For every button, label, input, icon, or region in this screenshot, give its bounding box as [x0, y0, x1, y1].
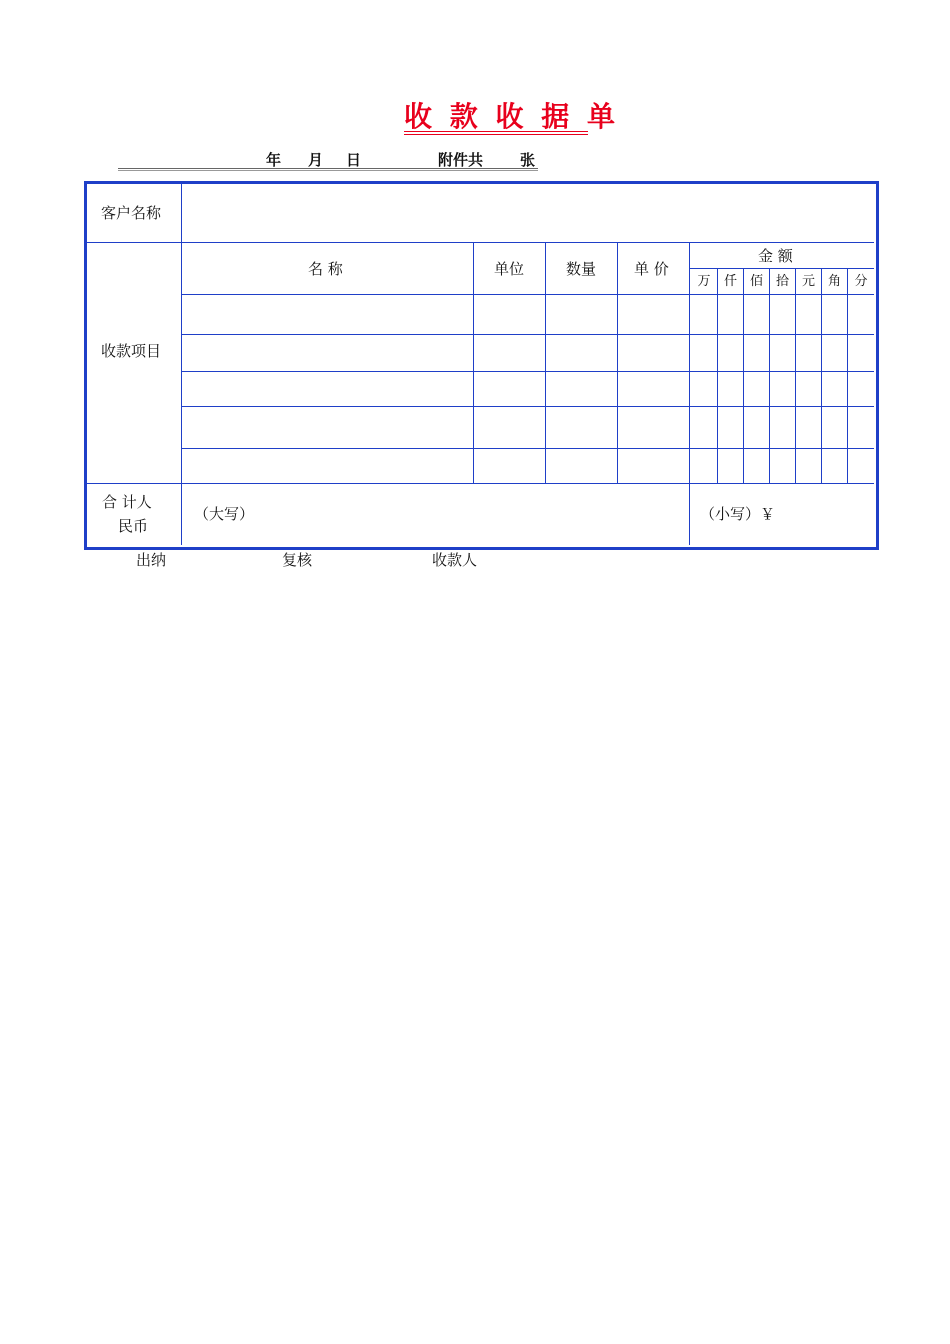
payee-label: 收款人: [432, 551, 478, 569]
col-divider-digit-2: [743, 268, 744, 483]
row-divider-2: [181, 371, 874, 372]
col-divider-digit-6: [847, 268, 848, 483]
col-divider-digit-5: [821, 268, 822, 483]
document-title: 收 款 收 据 单: [404, 100, 619, 133]
customer-name-label: 客户名称: [101, 204, 162, 222]
title-underline: [404, 131, 588, 132]
header-amount: 金 额: [758, 247, 793, 265]
digit-bai: 佰: [749, 274, 763, 289]
attachment-prefix: 附件共: [438, 151, 484, 169]
row-divider-4: [181, 448, 874, 449]
date-month-label: 月: [308, 151, 324, 169]
date-rule: [118, 168, 538, 169]
items-label: 收款项目: [101, 342, 162, 360]
col-divider-digit-3: [769, 268, 770, 483]
row-divider-customer: [86, 242, 874, 243]
digit-fen: 分: [854, 274, 868, 289]
col-divider-name: [473, 242, 474, 483]
title-underline-double: [404, 134, 588, 135]
header-unit: 单位: [494, 260, 525, 278]
total-label-line1: 合 计人: [102, 493, 152, 511]
date-rule-double: [118, 170, 538, 171]
customer-name-field[interactable]: [183, 184, 873, 241]
digit-qian: 仟: [723, 274, 737, 289]
total-uppercase-label: （大写）: [194, 505, 255, 523]
digit-shi: 拾: [775, 274, 789, 289]
header-price: 单 价: [634, 260, 669, 278]
col-divider-quantity: [617, 242, 618, 483]
date-day-label: 日: [346, 151, 362, 169]
header-quantity: 数量: [566, 260, 597, 278]
header-name: 名 称: [308, 260, 343, 278]
row-divider-header: [181, 294, 874, 295]
col-divider-label: [181, 183, 182, 545]
col-divider-unit: [545, 242, 546, 483]
col-divider-price: [689, 242, 690, 545]
total-label-line2: 民币: [118, 517, 149, 535]
row-divider-1: [181, 334, 874, 335]
row-divider-total: [86, 483, 874, 484]
digit-yuan: 元: [801, 274, 815, 289]
total-lowercase-label: （小写）￥: [700, 505, 776, 523]
date-year-label: 年: [266, 151, 282, 169]
col-divider-digit-4: [795, 268, 796, 483]
col-divider-digit-1: [717, 268, 718, 483]
attachment-suffix: 张: [520, 151, 536, 169]
cashier-label: 出纳: [136, 551, 167, 569]
digit-jiao: 角: [827, 274, 841, 289]
reviewer-label: 复核: [282, 551, 313, 569]
row-divider-3: [181, 406, 874, 407]
digit-wan: 万: [697, 274, 711, 289]
